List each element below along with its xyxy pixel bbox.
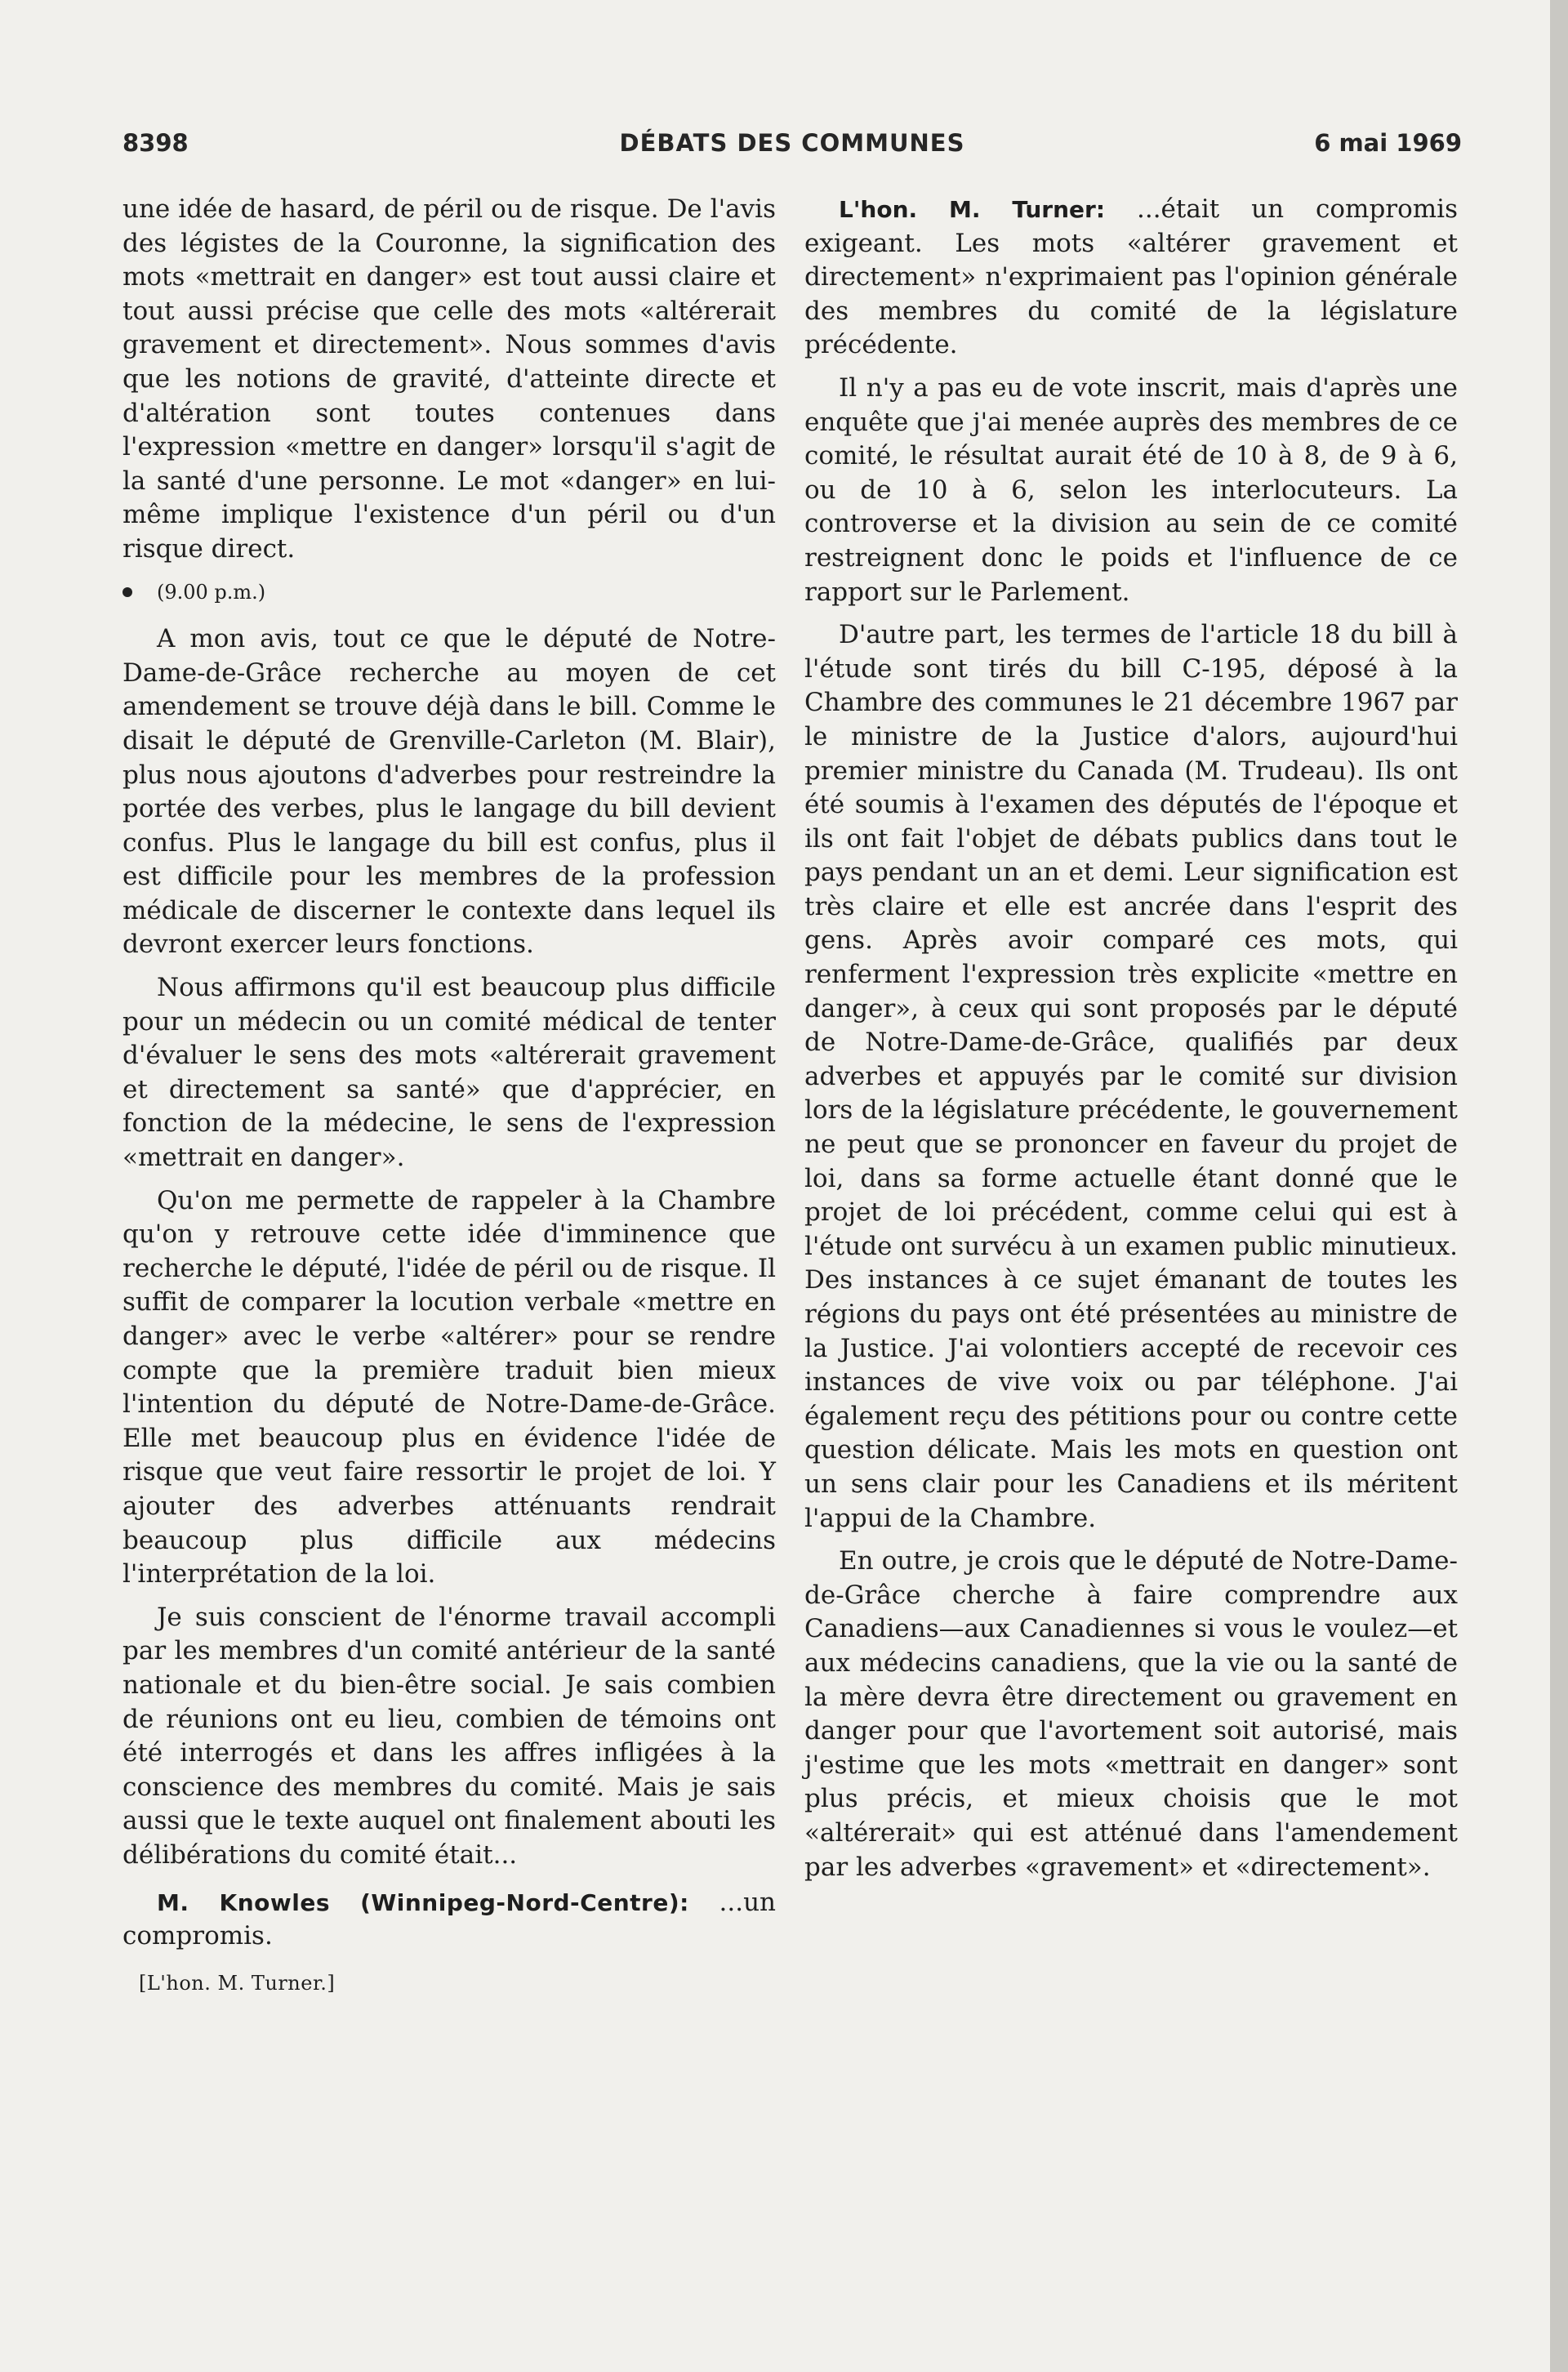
speaker-paragraph [122, 1886, 776, 1954]
paragraph: Qu'on me permette de rappeler à la Chambre qu'on y retrouve cette idée d'imminence que recherche le député, l'idée de péril ou de risque. Il suffit de comparer la locution verbale «mettre en danger» avec le verbe «altérer» pour se rendre compte que la première traduit bien mieux l'intention du député de Notre-Dame-de-Grâce. Elle met beaucoup plus en évidence l'idée de risque que veut faire ressortir le projet de loi. Y ajouter des adverbes atténuants rendrait beaucoup plus difficile aux médecins l'interprétation de la loi. [122, 1185, 776, 1590]
paragraph: Je suis conscient de l'énorme travail accompli par les membres d'un comité antérieur de la santé nationale et du bien-être social. Je sais combien de réunions ont eu lieu, combien de témoins ont été interrogés et dans les affres infligées à la conscience des membres du comité. Mais je sais aussi que le texte auquel ont finalement abouti les délibérations du comité était... [122, 1602, 776, 1870]
paragraph: A mon avis, tout ce que le député de Notre-Dame-de-Grâce recherche au moyen de cet amendement se trouve déjà dans le bill. Comme le disait le député de Grenville-Carleton (M. Blair), plus nous ajoutons d'adverbes pour restreindre la portée des verbes, plus le langage du bill devient confus. Plus le langage du bill est confus, plus il est difficile pour les membres de la profession médicale de discerner le contexte dans lequel ils devront exercer leurs fonctions. [122, 624, 776, 960]
paragraph: Nous affirmons qu'il est beaucoup plus difficile pour un médecin ou un comité médical de tenter d'évaluer le sens des mots «altérerait gravement et directement sa santé» que d'apprécier, en fonction de la médecine, le sens de l'expression «mettrait en danger». [122, 973, 776, 1173]
bullet-icon [122, 587, 132, 597]
page-edge [1550, 0, 1568, 2372]
page-date: 6 mai 1969 [1314, 129, 1462, 157]
speaker-text: ...un compromis. [122, 1887, 777, 1951]
paragraph: En outre, je crois que le député de Notre-Dame-de-Grâce cherche à faire comprendre aux Canadiens—aux Canadiennes si vous le voulez—et aux médecins canadiens, que la vie ou la santé de la mère devra être directement ou gravement en danger pour que l'avortement soit autorisé, mais j'estime que les mots «mettrait en danger» sont plus précis, et mieux choisis que le mot «altérerait» qui est atténué dans l'amendement par les adverbes «gravement» et «directement». [804, 1546, 1458, 1882]
speaker-text: ...était un compromis exigeant. Les mots «altérer gravement et directement» n'exprimaient pas l'opinion générale des membres du comité de la législature précédente. [804, 194, 1458, 360]
speaker-name: L'hon. M. Turner: [839, 196, 1106, 223]
paragraph: D'autre part, les termes de l'article 18 du bill à l'étude sont tirés du bill C-195, déposé à la Chambre des communes le 21 décembre 1967 par le ministre de la Justice d'alors, aujourd'hui premier ministre du Canada (M. Trudeau). Ils ont été soumis à l'examen des députés de l'époque et ils ont fait l'objet de débats publics dans tout le pays pendant un an et demi. Leur signification est très claire et elle est ancrée dans l'esprit des gens. Après avoir comparé ces mots, qui renferment l'expression très explicite «mettre en danger», à ceux qui sont proposés par le député de Notre-Dame-de-Grâce, qualifiés par deux adverbes et appuyés par le comité sur division lors de la législature précédente, le gouvernement ne peut que se prononcer en faveur du projet de loi, dans sa forme actuelle étant donné que le projet de loi précédent, comme celui qui est à l'étude ont survécu à un examen public minutieux. Des instances à ce sujet émanant de toutes les régions du pays ont été présentées au ministre de la Justice. J'ai volontiers accepté de recevoir ces instances de vive voix ou par téléphone. J'ai également reçu des pétitions pour ou contre cette question délicate. Mais les mots en question ont un sens clair pour les Canadiens et ils méritent l'appui de la Chambre. [804, 620, 1458, 1533]
timestamp-text: (9.00 p.m.) [157, 580, 266, 604]
publication-title: DÉBATS DES COMMUNES [619, 129, 965, 157]
right-column [804, 193, 1458, 1893]
paragraph: Il n'y a pas eu de vote inscrit, mais d'après une enquête que j'ai menée auprès des membres de ce comité, le résultat aurait été de 10 à 8, de 9 à 6, ou de 10 à 6, selon les interlocuteurs. La controverse et la division au sein de ce comité restreignent donc le poids et l'influence de ce rapport sur le Parlement. [804, 372, 1458, 607]
timestamp [122, 576, 776, 610]
paragraph: une idée de hasard, de péril ou de risque. De l'avis des légistes de la Couronne, la signification des mots «mettrait en danger» est tout aussi claire et tout aussi précise que celle des mots «altérerait gravement et directement». Nous sommes d'avis que les notions de gravité, d'atteinte directe et d'altération sont toutes contenues dans l'expression «mettre en danger» lorsqu'il s'agit de la santé d'une personne. Le mot «danger» en lui-même implique l'existence d'un péril ou d'un risque direct. [122, 194, 776, 564]
page-header [122, 129, 1462, 170]
speaker-name: M. Knowles (Winnipeg-Nord-Centre): [157, 1888, 689, 1916]
left-column [122, 193, 776, 2000]
page-number: 8398 [122, 129, 189, 157]
speaker-paragraph [804, 193, 1458, 363]
footer-note: [L'hon. M. Turner.] [139, 1971, 336, 1995]
